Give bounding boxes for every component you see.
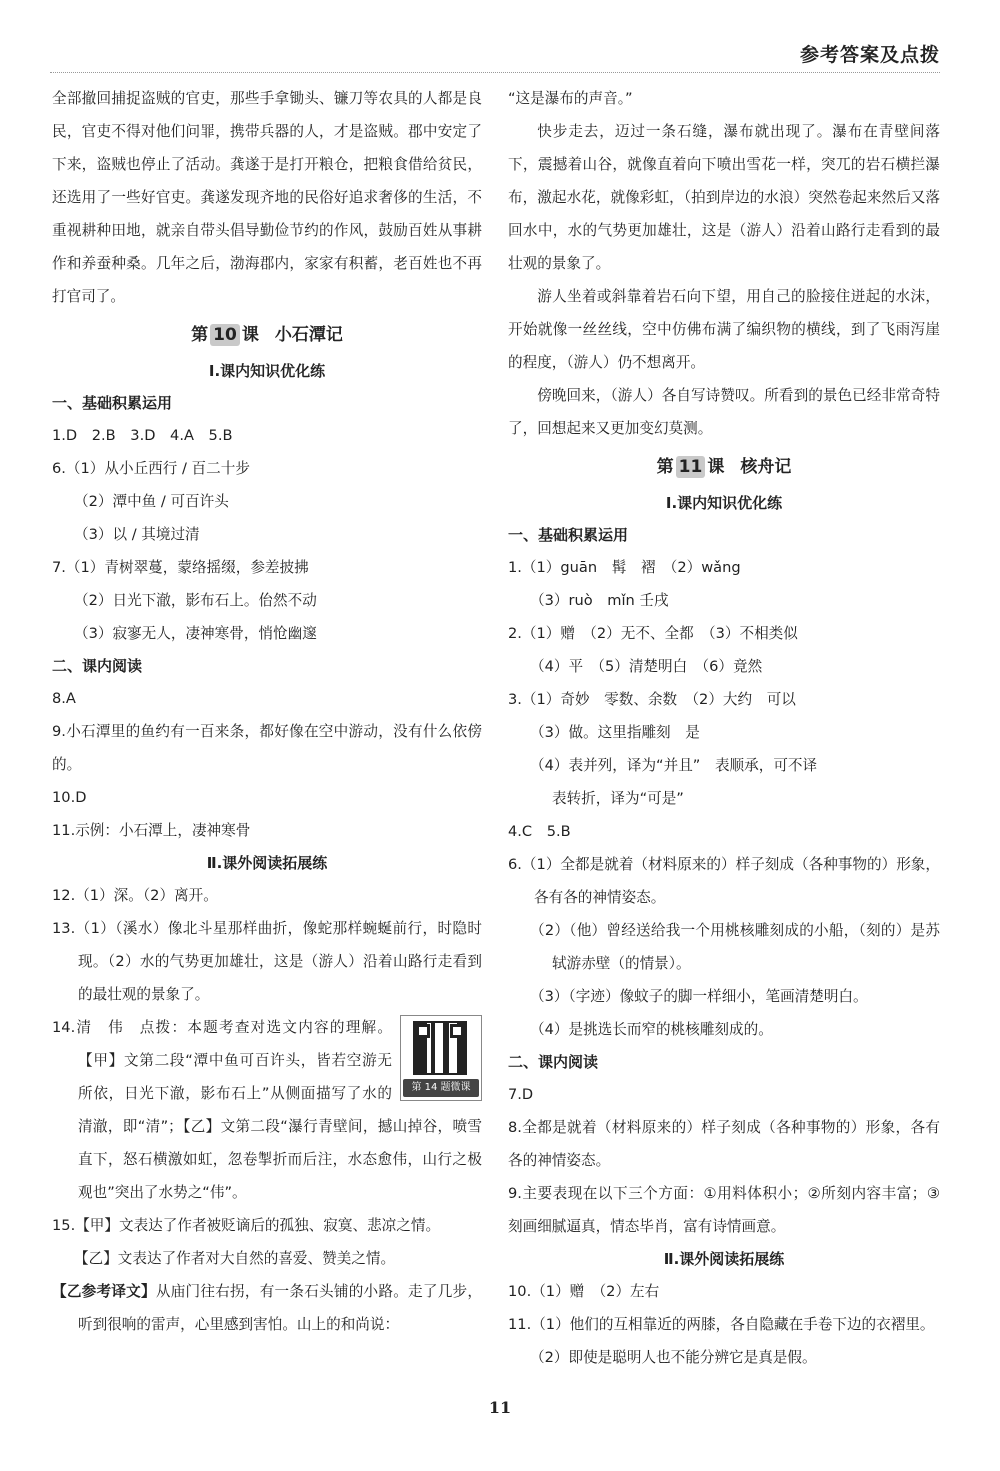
answer-3-2: （3）做。这里指雕刻 是: [530, 724, 700, 741]
translation-paragraph: 快步走去，迈过一条石缝，瀑布就出现了。瀑布在青壁间落下，震撼着山谷，就像直着向下喷出雪花一样，突兀的岩石横拦瀑布，激起水花，就像彩虹，（拍到岸边的水浪）突然卷起来然后又落回水中，水的气势更加雄壮，这是（游人）沿着山路行走看到的最壮观的景象了。: [508, 123, 940, 272]
answer-6-2: （2）（他）曾经送给我一个用桃核雕刻成的小船，（刻的）是苏轼游赤壁（的情景）。: [530, 922, 940, 972]
lesson-11-title: 第 11 课 核舟记: [656, 457, 792, 477]
lesson-number-badge: 11: [676, 456, 706, 478]
answer-2-2: （4）平 （5）清楚明白 （6）竟然: [530, 658, 763, 675]
page-number: 11: [488, 1398, 512, 1417]
prev-translation-continued: 全部撤回捕捉盗贼的官吏，那些手拿锄头、镰刀等农具的人都是良民，官吏不得对他们问罪，携带兵器的人，才是盗贼。郡中安定了下来，盗贼也停止了活动。龚遂于是打开粮仓，把粮食借给贫民，还选用了一些好官吏。龚遂发现齐地的民俗好追求奢侈的生活，不重视耕种田地，就亲自带头倡导勤俭节约的作风，鼓励百姓从事耕作和养蚕种桑。几年之后，渤海郡内，家家有积蓄，老百姓也不再打官司了。: [52, 90, 482, 305]
answer-9: 9.小石潭里的鱼约有一百来条，都好像在空中游动，没有什么依傍的。: [52, 723, 482, 773]
qr-label: 第 14 题微课: [403, 1079, 479, 1097]
answer-15: 15.【甲】文表达了作者被贬谪后的孤独、寂寞、悲凉之情。: [52, 1217, 441, 1234]
answer-7-3: （3）寂寥无人，凄神寒骨，悄怆幽邃: [74, 625, 317, 642]
section-subtitle: Ⅱ.课外阅读拓展练: [663, 1250, 785, 1268]
answer-6-2: （2）潭中鱼 / 可百许头: [74, 493, 229, 510]
answer-10: 10.D: [52, 789, 87, 806]
section-heading: 一、基础积累运用: [52, 394, 173, 412]
answer-11: 11.示例：小石潭上，凄神寒骨: [52, 822, 251, 839]
left-column: [52, 82, 482, 1341]
answer-9: 9.主要表现在以下三个方面：①用料体积小；②所刻内容丰富；③刻画细腻逼真，情态毕肖，富有诗情画意。: [508, 1185, 940, 1235]
section-subtitle: Ⅰ.课内知识优化练: [665, 494, 783, 512]
answer-6: 6.（1）全都是就着（材料原来的）样子刻成（各种事物的）形象，各有各的神情姿态。: [508, 856, 940, 906]
header-divider: [50, 72, 940, 73]
section-subtitle: Ⅰ.课内知识优化练: [208, 362, 326, 380]
translation-label: 【乙参考译文】: [52, 1283, 156, 1300]
translation-paragraph: 傍晚回来，（游人）各自写诗赞叹。所看到的景色已经非常奇特了，回想起来又更加变幻莫测。: [508, 387, 940, 437]
answer-11-2: （2）即使是聪明人也不能分辨它是真是假。: [530, 1349, 817, 1366]
answer-3: 3.（1）奇妙 零数、余数 （2）大约 可以: [508, 691, 796, 708]
answer-6-3: （3）以 / 其境过清: [74, 526, 200, 543]
answer-7-2: （2）日光下澈，影布石上。佁然不动: [74, 592, 317, 609]
answer-1: 1.（1）guān 髯 褶 （2）wǎng: [508, 559, 741, 576]
answer-11: 11.（1）他们的互相靠近的两膝，各自隐藏在手卷下边的衣褶里。: [508, 1316, 935, 1333]
answer-8: 8.A: [52, 690, 76, 707]
answer-6: 6.（1）从小丘西行 / 百二十步: [52, 460, 250, 477]
qr-code-icon: [413, 1021, 467, 1075]
answer-15-2: 【乙】文表达了作者对大自然的喜爱、赞美之情。: [74, 1250, 396, 1267]
right-column: [508, 82, 940, 1374]
translation-quote: “这是瀑布的声音。”: [508, 90, 633, 107]
answer-7: 7.D: [508, 1086, 534, 1103]
answer-12: 12.（1）深。（2）离开。: [52, 887, 218, 904]
answer-10: 10.（1）赠 （2）左右: [508, 1283, 660, 1300]
answer-3-3: （4）表并列，译为“并且” 表顺承，可不译: [530, 757, 818, 774]
answer-14: 14.清 伟 点拨：本题考查对选文内容的理解。【甲】文第二段“潭中鱼可百许头，皆若空游无所依，日光下澈，影布石上”从侧面描写了水的清澈，即“清”；【乙】文第二段“瀑行青壁间，撼山掉谷，喷雪直下，怒石横激如虹，忽卷掣折而后注，水态愈伟，山行之极观也”突出了水势之“伟”。: [52, 1019, 482, 1201]
reference-translation: [52, 1275, 482, 1341]
answer-1-2: （3）ruò mǐn 壬戌: [530, 592, 669, 609]
answer-6-4: （4）是挑选长而窄的桃核雕刻成的。: [530, 1021, 773, 1038]
answer-4-5: 4.C 5.B: [508, 823, 571, 840]
section-heading: 二、课内阅读: [508, 1053, 599, 1071]
answer-14-block: [52, 1011, 482, 1209]
answer-6-3: （3）（字迹）像蚊子的脚一样细小，笔画清楚明白。: [530, 988, 868, 1005]
lesson-10-title: 第 10 课 小石潭记: [191, 325, 343, 345]
answer-1-5: 1.D 2.B 3.D 4.A 5.B: [52, 427, 233, 444]
answer-7: 7.（1）青树翠蔓，蒙络摇缀，参差披拂: [52, 559, 309, 576]
qr-code-card[interactable]: [400, 1015, 482, 1101]
answer-2: 2.（1）赠 （2）无不、全都 （3）不相类似: [508, 625, 798, 642]
section-heading: 二、课内阅读: [52, 657, 143, 675]
answer-8: 8.全都是就着（材料原来的）样子刻成（各种事物的）形象，各有各的神情姿态。: [508, 1119, 940, 1169]
answer-3-4: 表转折，译为“可是”: [552, 790, 684, 807]
section-heading: 一、基础积累运用: [508, 526, 629, 544]
translation-text: 从庙门往右拐，有一条石头铺的小路。走了几步，听到很响的雷声，心里感到害怕。山上的和尚说：: [78, 1283, 482, 1333]
page-header-title: 参考答案及点拨: [799, 44, 940, 66]
lesson-number-badge: 10: [210, 324, 240, 346]
section-subtitle: Ⅱ.课外阅读拓展练: [206, 854, 328, 872]
translation-paragraph: 游人坐着或斜靠着岩石向下望，用自己的脸接住迸起的水沫，开始就像一丝丝线，空中仿佛布满了编织物的横线，到了飞雨泻崖的程度，（游人）仍不想离开。: [508, 288, 940, 371]
answer-13: 13.（1）（溪水）像北斗星那样曲折，像蛇那样蜿蜒前行，时隐时现。（2）水的气势更加雄壮，这是（游人）沿着山路行走看到的最壮观的景象了。: [52, 920, 482, 1003]
